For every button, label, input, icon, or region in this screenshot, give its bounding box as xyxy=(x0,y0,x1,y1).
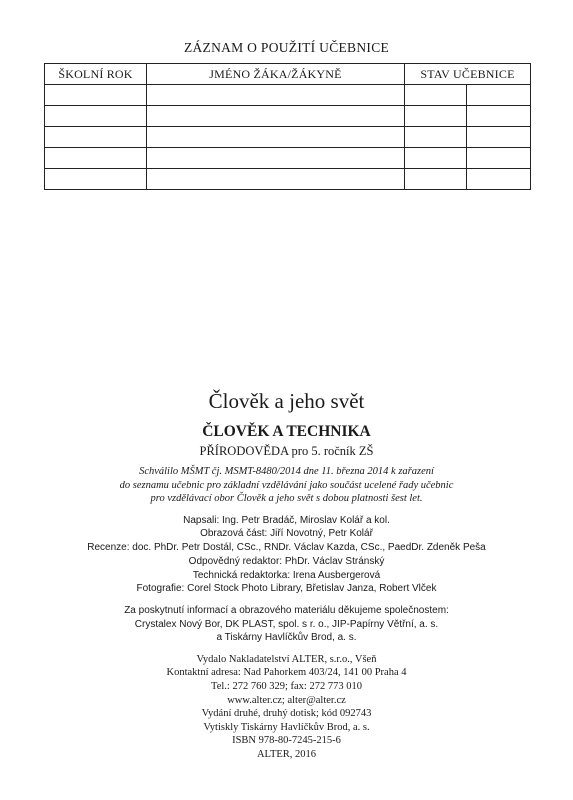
book-title: ČLOVĚK A TECHNIKA xyxy=(202,423,371,440)
record-title: ZÁZNAM O POUŽITÍ UČEBNICE xyxy=(183,40,390,55)
thanks-line: a Tiskárny Havlíčkův Brod, a. s. xyxy=(216,632,357,644)
cell-year[interactable] xyxy=(45,169,147,190)
approval-line: Schválilo MŠMT čj. MSMT-8480/2014 dne 11. března 2014 k zařazení xyxy=(139,466,434,477)
thanks-line: Crystalex Nový Bor, DK PLAST, spol. s r. o., JIP-Papírny Větřní, a. s. xyxy=(134,618,439,630)
cell-name[interactable] xyxy=(147,85,405,106)
acknowledgements xyxy=(0,604,573,645)
cell-condition-end[interactable] xyxy=(467,169,531,190)
table-row xyxy=(45,148,531,169)
credit-line: Fotografie: Corel Stock Photo Library, Břetislav Janza, Robert Vlček xyxy=(136,583,437,595)
publisher-web[interactable]: www.alter.cz; alter@alter.cz xyxy=(227,694,346,706)
credit-line: Recenze: doc. PhDr. Petr Dostál, CSc., RNDr. Václav Kazda, CSc., PaedDr. Zdeněk Peša xyxy=(87,542,486,554)
credits xyxy=(0,514,573,597)
header-student-name: JMÉNO ŽÁKA/ŽÁKYNĚ xyxy=(147,64,405,85)
publisher-info xyxy=(0,653,573,762)
imprint xyxy=(0,388,573,762)
publisher-phone: Tel.: 272 760 329; fax: 272 773 010 xyxy=(211,680,362,692)
thanks-line: Za poskytnutí informací a obrazového materiálu děkujeme společnostem: xyxy=(124,605,449,617)
approval-line: pro vzdělávací obor Člověk a jeho svět s dobou platnosti šest let. xyxy=(150,493,423,504)
cell-name[interactable] xyxy=(147,148,405,169)
copyright-year: ALTER, 2016 xyxy=(256,748,317,760)
credit-line: Odpovědný redaktor: PhDr. Václav Stránský xyxy=(188,555,385,567)
cell-condition-end[interactable] xyxy=(467,127,531,148)
cell-year[interactable] xyxy=(45,148,147,169)
book-subtitle: PŘÍRODOVĚDA pro 5. ročník ZŠ xyxy=(199,444,374,458)
record-header-row xyxy=(45,64,531,85)
record-table xyxy=(44,63,531,190)
header-book-condition: STAV UČEBNICE xyxy=(405,64,531,85)
cell-condition-start[interactable] xyxy=(405,169,467,190)
cell-year[interactable] xyxy=(45,85,147,106)
credit-line: Technická redaktorka: Irena Ausbergerová xyxy=(192,569,381,581)
publisher-address: Kontaktní adresa: Nad Pahorkem 403/24, 141 00 Praha 4 xyxy=(166,667,407,679)
isbn: ISBN 978-80-7245-215-6 xyxy=(232,735,341,747)
cell-condition-end[interactable] xyxy=(467,148,531,169)
cell-condition-end[interactable] xyxy=(467,106,531,127)
table-row xyxy=(45,85,531,106)
table-row xyxy=(45,169,531,190)
cell-year[interactable] xyxy=(45,127,147,148)
cell-condition-start[interactable] xyxy=(405,127,467,148)
cell-name[interactable] xyxy=(147,106,405,127)
credit-line: Obrazová část: Jiří Novotný, Petr Kolář xyxy=(200,528,373,540)
series-title: Člověk a jeho svět xyxy=(208,389,365,413)
cell-condition-start[interactable] xyxy=(405,85,467,106)
cell-condition-start[interactable] xyxy=(405,148,467,169)
cell-name[interactable] xyxy=(147,169,405,190)
cell-name[interactable] xyxy=(147,127,405,148)
cell-condition-end[interactable] xyxy=(467,85,531,106)
publisher-line: Vydalo Nakladatelství ALTER, s.r.o., Všeň xyxy=(196,653,377,665)
approval-line: do seznamu učebnic pro základní vzdělávání jako součást ucelené řady učebnic xyxy=(119,479,454,491)
approval-note xyxy=(0,465,573,506)
printer-info: Vytiskly Tiskárny Havlíčkův Brod, a. s. xyxy=(203,721,370,733)
edition-info: Vydání druhé, druhý dotisk; kód 092743 xyxy=(201,708,372,720)
table-row xyxy=(45,127,531,148)
credit-line: Napsali: Ing. Petr Bradáč, Miroslav Kolář a kol. xyxy=(183,514,390,526)
table-row xyxy=(45,106,531,127)
header-school-year: ŠKOLNÍ ROK xyxy=(45,64,147,85)
cell-condition-start[interactable] xyxy=(405,106,467,127)
cell-year[interactable] xyxy=(45,106,147,127)
